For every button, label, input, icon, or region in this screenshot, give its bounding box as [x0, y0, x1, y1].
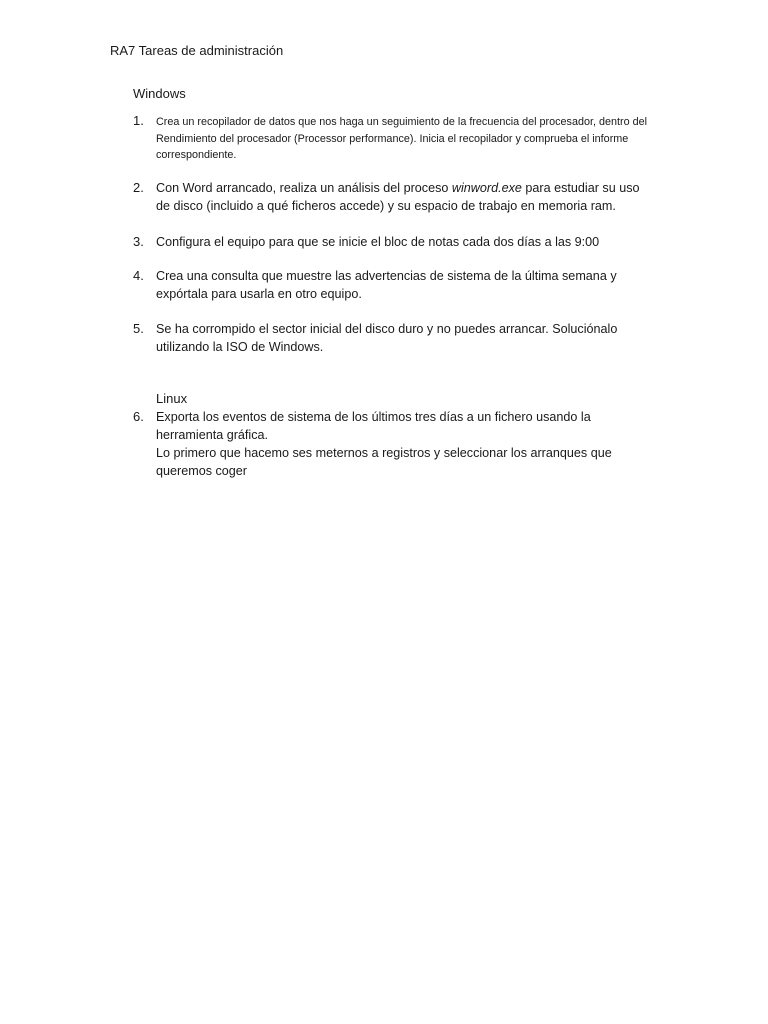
windows-heading: Windows [133, 86, 186, 101]
list-item-1 [133, 112, 653, 164]
list-item-number: 6. [133, 409, 144, 424]
list-item-number: 5. [133, 321, 144, 336]
list-item-text: Crea un recopilador de datos que nos haga un seguimiento de la frecuencia del procesador, dentro del Rendimiento del procesador (Processor performance). Inicia el recopilador y comprueba el informe correspondiente. [156, 116, 647, 161]
list-item-text: Crea una consulta que muestre las advertencias de sistema de la última semana y expórtala para usarla en otro equipo. [156, 269, 617, 301]
list-item-note: Lo primero que hacemo ses meternos a registros y seleccionar los arranques que queremos coger [156, 446, 612, 478]
list-item-number: 1. [133, 113, 144, 128]
linux-heading: Linux [156, 391, 188, 406]
list-item-3 [133, 233, 653, 253]
process-name: winword.exe [451, 181, 522, 195]
list-item-text [156, 179, 656, 215]
list-item-6 [133, 408, 653, 484]
list-item-main-text: Exporta los eventos de sistema de los últimos tres días a un fichero usando la herramienta gráfica. [156, 410, 591, 442]
list-item-5 [133, 320, 653, 360]
list-item-number: 3. [133, 234, 144, 249]
list-item-text: Se ha corrompido el sector inicial del disco duro y no puedes arrancar. Soluciónalo utilizando la ISO de Windows. [156, 322, 618, 354]
list-item-number: 2. [133, 180, 144, 195]
list-item-text [156, 408, 656, 480]
list-item-text-before: Con Word arrancado, realiza un análisis del proceso [156, 181, 452, 195]
document-title: RA7 Tareas de administración [110, 43, 284, 58]
list-item-text: Configura el equipo para que se inicie el bloc de notas cada dos días a las 9:00 [156, 235, 600, 249]
list-item-2 [133, 179, 653, 219]
list-item-4 [133, 267, 653, 307]
list-item-number: 4. [133, 268, 144, 283]
list-item-text-after: para estudiar su uso de disco (incluido a qué ficheros accede) y su espacio de trabajo en memoria ram. [156, 181, 640, 213]
